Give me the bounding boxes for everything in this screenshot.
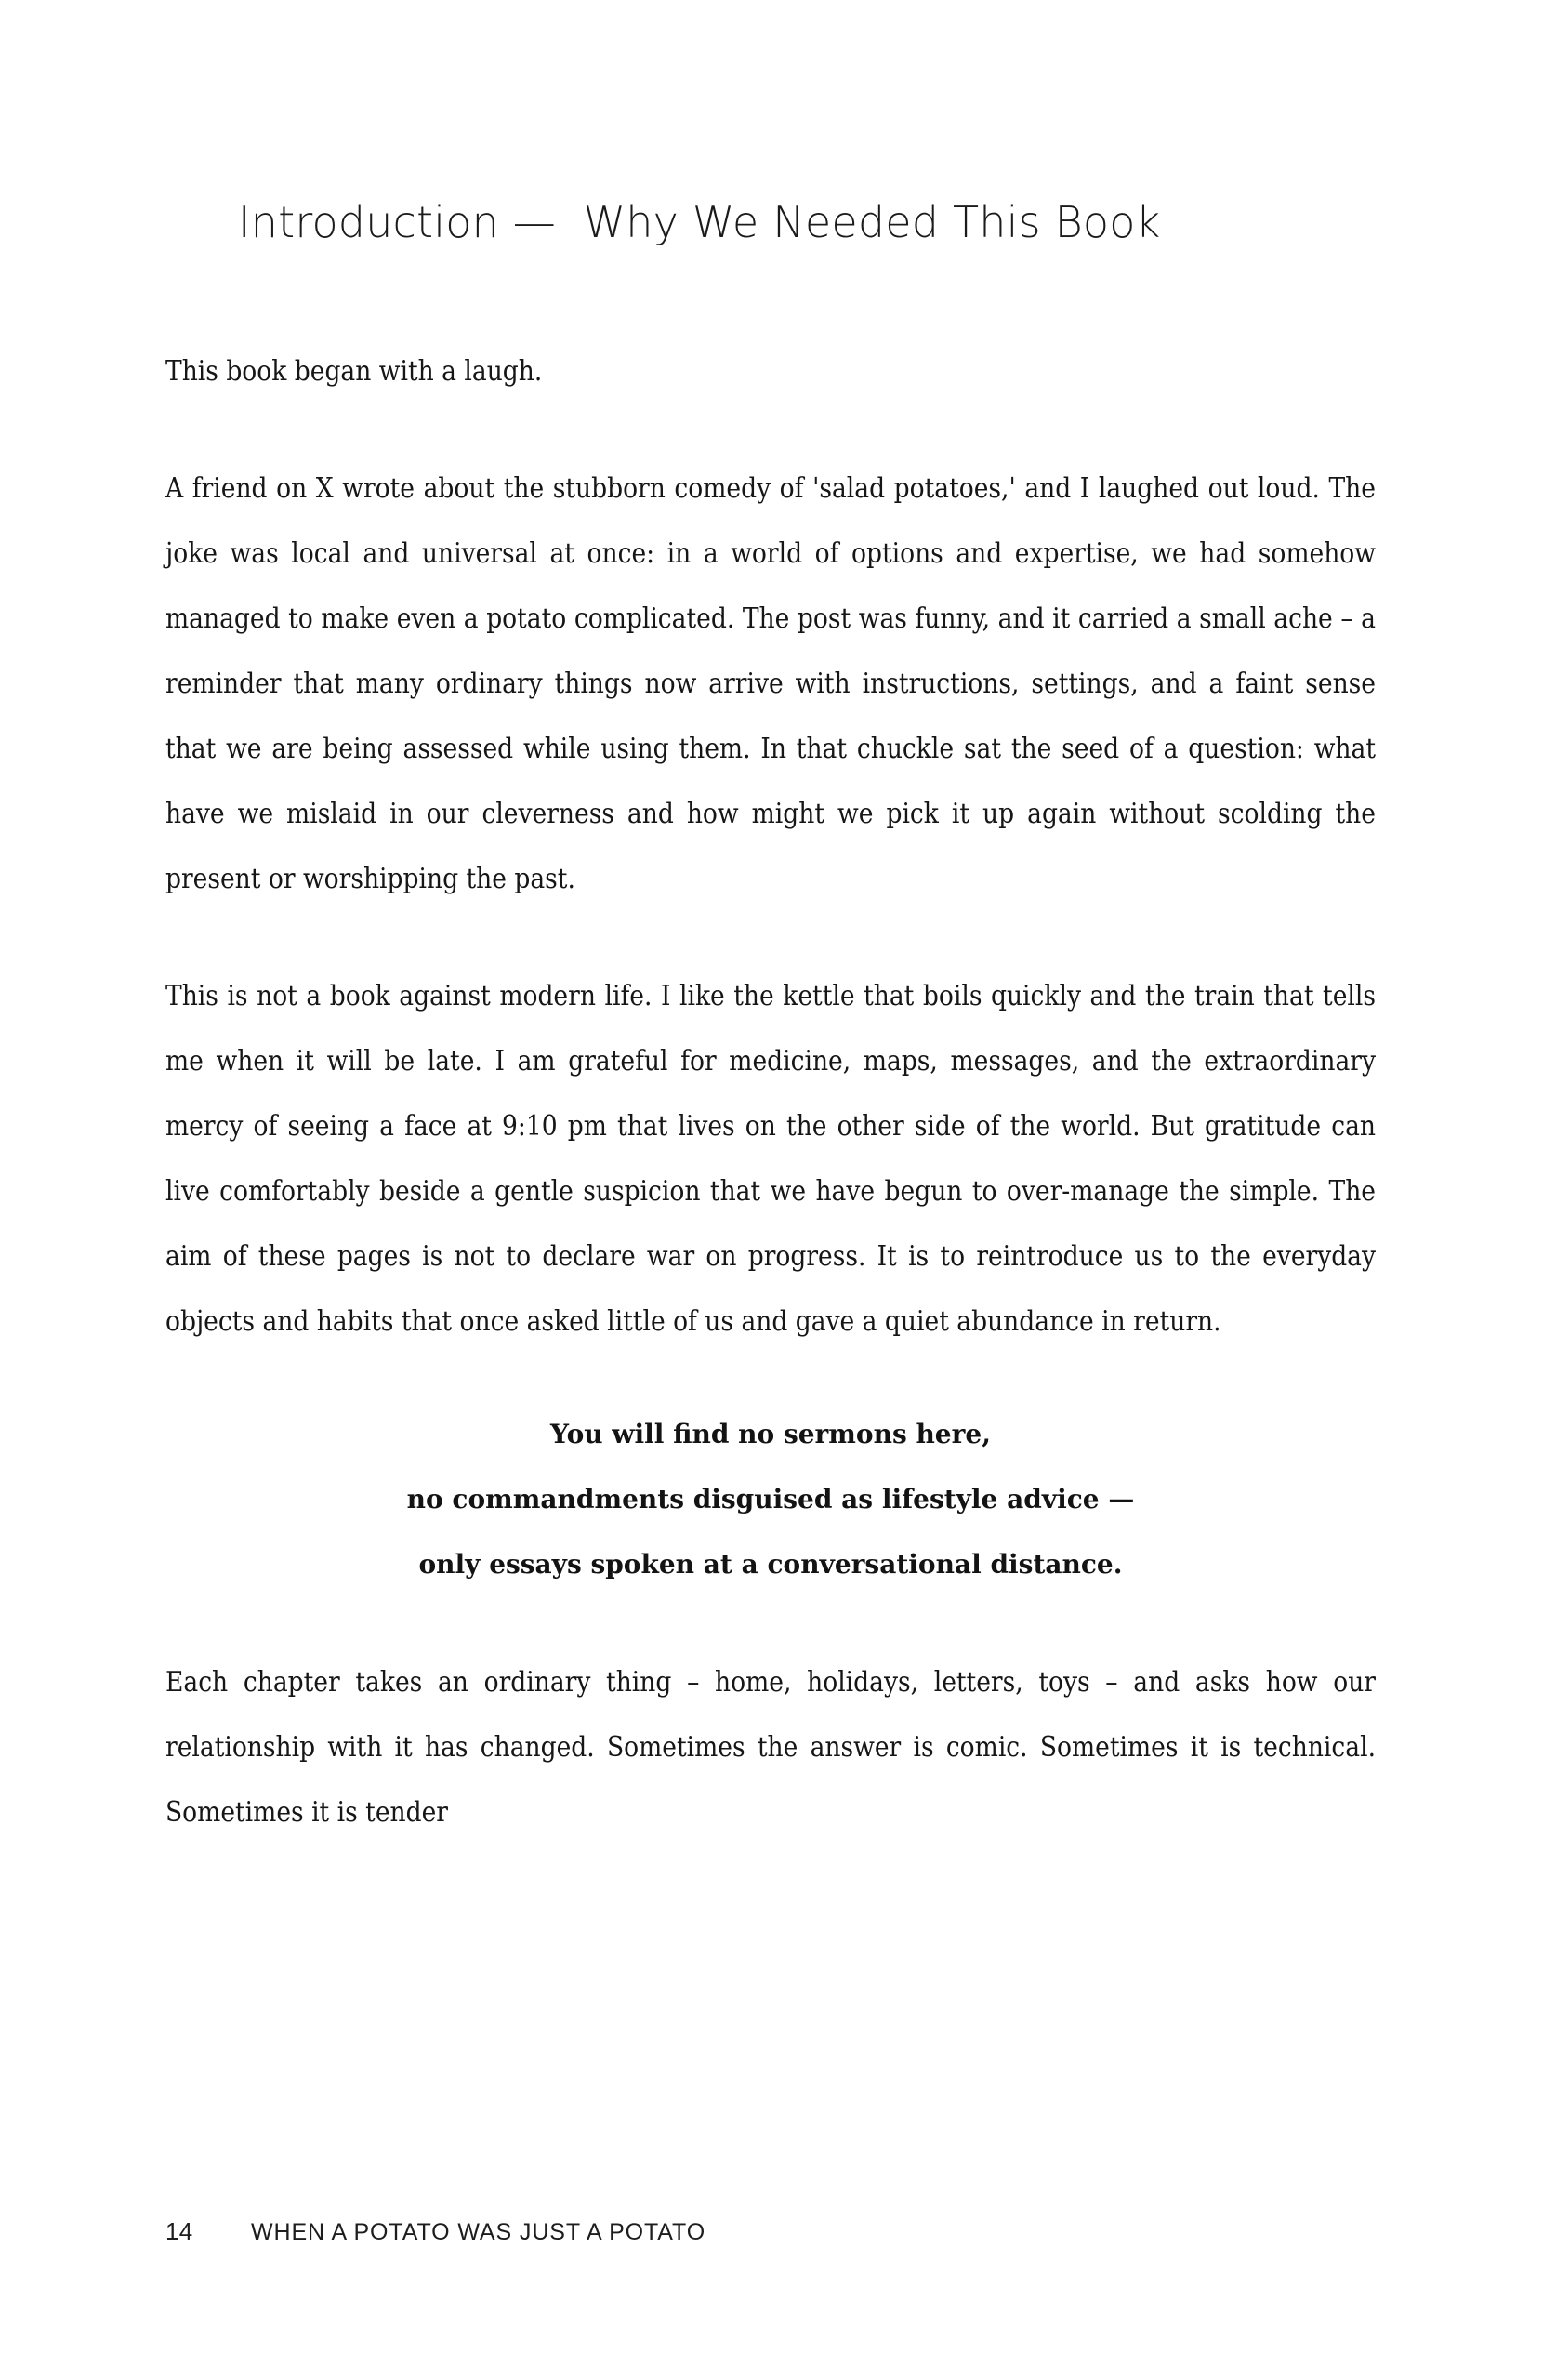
page-number: 14 xyxy=(165,2217,193,2245)
running-head: WHEN A POTATO WAS JUST A POTATO xyxy=(251,2219,706,2245)
pull-quote-line-1: You will find no sermons here, xyxy=(550,1418,991,1449)
paragraph-each-chapter: Each chapter takes an ordinary thing – home, holidays, letters, toys – and asks how our relationship with it has changed. Sometimes the answer is comic. Sometimes it is technical. Sometimes it is tender xyxy=(165,1665,1376,1828)
paragraph-salad-potatoes: A friend on X wrote about the stubborn comedy of 'salad potatoes,' and I laughed out loud. The joke was local and universal at once: in a world of options and expertise, we had somehow managed to make even a potato complicated. The post was funny, and it carried a small ache – a reminder that many ordinary things now arrive with instructions, settings, and a faint sense that we are being assessed while using them. In that chuckle sat the seed of a question: what have we mislaid in our cleverness and how might we pick it up again without scolding the present or worshipping the past. xyxy=(165,471,1376,894)
page-content xyxy=(165,0,1376,1844)
pull-quote-line-2: no commandments disguised as lifestyle advice — xyxy=(406,1483,1135,1514)
paragraph-not-against-modern-life: This is not a book against modern life. I like the kettle that boils quickly and the train that tells me when it will be late. I am grateful for medicine, maps, messages, and the extraordinary mercy of seeing a face at 9:10 pm that lives on the other side of the world. But gratitude can live comfortably beside a gentle suspicion that we have begun to over-manage the simple. The aim of these pages is not to declare war on progress. It is to reintroduce us to the everyday objects and habits that once asked little of us and gave a quiet abundance in return. xyxy=(165,979,1376,1337)
page-title: Introduction — Why We Needed This Book xyxy=(238,197,1161,247)
pull-quote xyxy=(165,1354,1376,1597)
paragraph-opening-line: This book began with a laugh. xyxy=(165,354,543,387)
page-footer xyxy=(165,2217,1376,2246)
pull-quote-line-3: only essays spoken at a conversational distance. xyxy=(418,1548,1123,1580)
